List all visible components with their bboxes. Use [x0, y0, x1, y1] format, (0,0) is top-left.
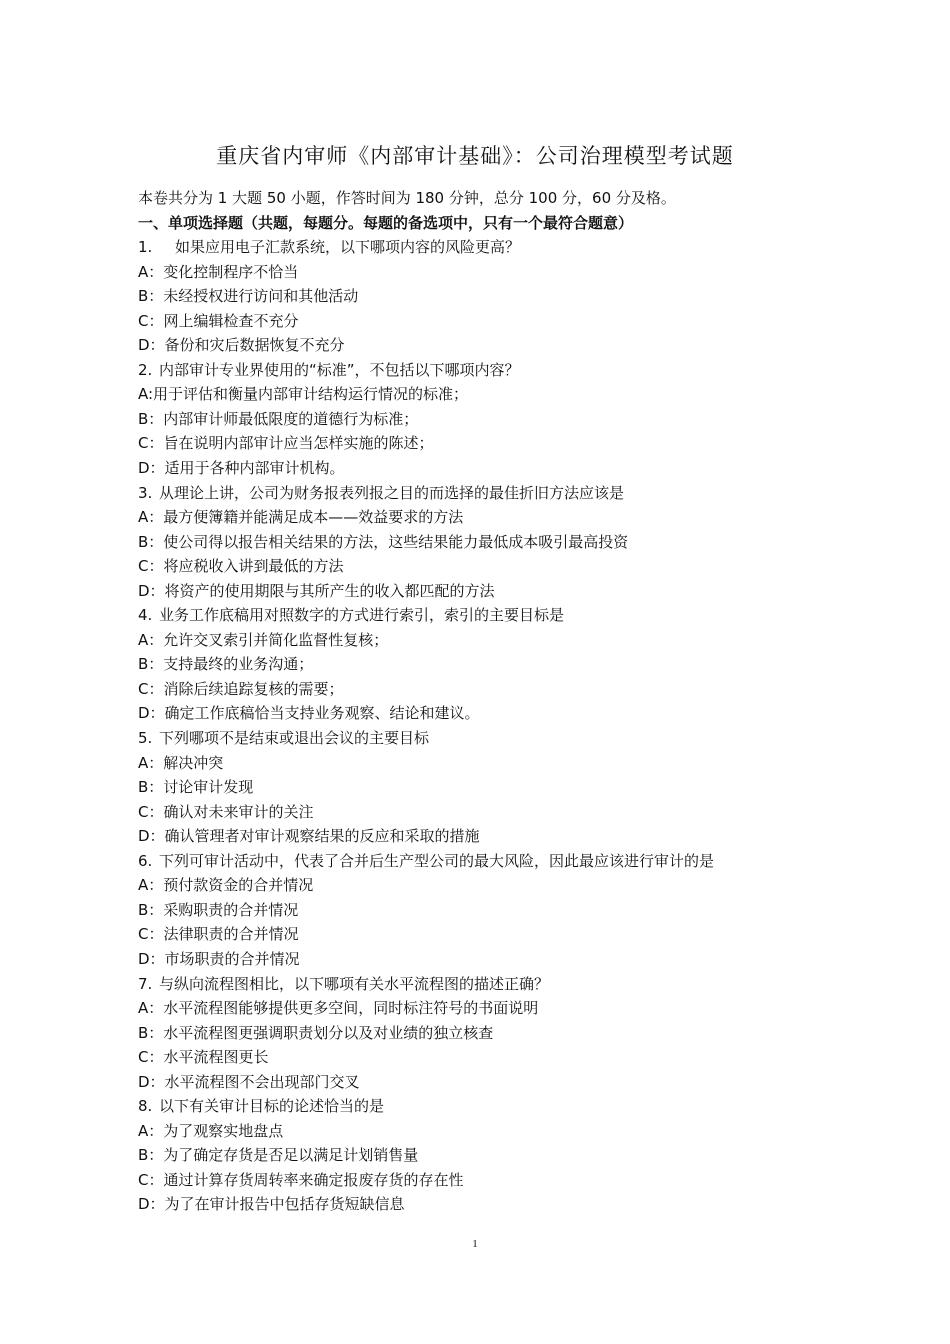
question-number: 5. [138, 729, 153, 748]
answer-option: D：为了在审计报告中包括存货短缺信息 [138, 1195, 405, 1214]
question-stem [138, 972, 838, 997]
answer-option: D：确定工作底稿恰当支持业务观察、结论和建议。 [138, 704, 480, 723]
question-number: 3. [138, 483, 153, 502]
answer-option: B：为了确定存货是否足以满足计划销售量 [138, 1146, 419, 1165]
answer-option: C：消除后续追踪复核的需要； [138, 679, 344, 698]
answer-option: D：将资产的使用期限与其所产生的收入都匹配的方法 [138, 581, 495, 600]
answer-option: A：解决冲突 [138, 753, 224, 772]
answer-option: A：为了观察实地盘点 [138, 1121, 284, 1140]
answer-option: C：旨在说明内部审计应当怎样实施的陈述； [138, 434, 434, 453]
question-number: 4. [138, 606, 153, 625]
question-stem [138, 849, 838, 874]
question-stem [138, 1094, 838, 1119]
question-stem [138, 358, 838, 383]
question-stem [138, 481, 838, 506]
question-text: 以下有关审计目标的论述恰当的是 [159, 1097, 385, 1116]
question-number: 1. [138, 238, 153, 257]
question-number: 2. [138, 360, 153, 379]
answer-option: B：支持最终的业务沟通； [138, 655, 314, 674]
answer-option: C：将应税收入讲到最低的方法 [138, 557, 344, 576]
answer-option: D：确认管理者对审计观察结果的反应和采取的措施 [138, 827, 480, 846]
question-text: 下列可审计活动中，代表了合并后生产型公司的最大风险，因此最应该进行审计的是 [159, 851, 715, 870]
answer-option: A:用于评估和衡量内部审计结构运行情况的标准； [138, 385, 469, 404]
answer-option: A：预付款资金的合并情况 [138, 876, 314, 895]
exam-intro: 本卷共分为 1 大题 50 小题，作答时间为 180 分钟，总分 100 分，60 分及格。 [138, 189, 676, 207]
section-heading: 一、单项选择题（共题，每题分。每题的备选项中，只有一个最符合题意） [138, 213, 634, 232]
answer-option: A：允许交叉索引并简化监督性复核； [138, 630, 389, 649]
question-text: 从理论上讲，公司为财务报表列报之目的而选择的最佳折旧方法应该是 [159, 483, 625, 502]
question-stem [138, 603, 838, 628]
question-text: 与纵向流程图相比，以下哪项有关水平流程图的描述正确？ [159, 974, 550, 993]
answer-option: B：未经授权进行访问和其他活动 [138, 287, 359, 306]
answer-option: B：使公司得以报告相关结果的方法，这些结果能力最低成本吸引最高投资 [138, 532, 629, 551]
question-number: 8. [138, 1097, 153, 1116]
question-text: 内部审计专业界使用的“标准”，不包括以下哪项内容？ [159, 360, 520, 379]
question-stem [138, 235, 838, 260]
answer-option: C：确认对未来审计的关注 [138, 802, 314, 821]
answer-option: D：市场职责的合并情况 [138, 949, 300, 968]
answer-option: B：讨论审计发现 [138, 778, 254, 797]
question-number: 6. [138, 851, 153, 870]
answer-option: B：水平流程图更强调职责划分以及对业绩的独立核查 [138, 1023, 494, 1042]
answer-option: D：备份和灾后数据恢复不充分 [138, 336, 345, 355]
question-list [138, 235, 838, 1217]
answer-option: D：适用于各种内部审计机构。 [138, 459, 345, 478]
answer-option: C：通过计算存货周转率来确定报废存货的存在性 [138, 1170, 464, 1189]
question-text: 业务工作底稿用对照数字的方式进行索引，索引的主要目标是 [159, 606, 565, 625]
answer-option: C：网上编辑检查不充分 [138, 311, 299, 330]
question-text: 下列哪项不是结束或退出会议的主要目标 [159, 729, 430, 748]
document-title: 重庆省内审师《内部审计基础》：公司治理模型考试题 [216, 144, 734, 168]
answer-option: A：变化控制程序不恰当 [138, 262, 299, 281]
answer-option: B：采购职责的合并情况 [138, 900, 299, 919]
answer-option: C：水平流程图更长 [138, 1048, 269, 1067]
answer-option: C：法律职责的合并情况 [138, 925, 299, 944]
answer-option: B：内部审计师最低限度的道德行为标准； [138, 409, 419, 428]
page-number: 1 [472, 1238, 478, 1250]
question-text: 如果应用电子汇款系统，以下哪项内容的风险更高？ [175, 238, 521, 257]
answer-option: A：最方便簿籍并能满足成本——效益要求的方法 [138, 508, 464, 527]
question-number: 7. [138, 974, 153, 993]
question-stem [138, 726, 838, 751]
answer-option: A：水平流程图能够提供更多空间，同时标注符号的书面说明 [138, 999, 539, 1018]
answer-option: D：水平流程图不会出现部门交叉 [138, 1072, 360, 1091]
document-body [138, 186, 838, 1217]
